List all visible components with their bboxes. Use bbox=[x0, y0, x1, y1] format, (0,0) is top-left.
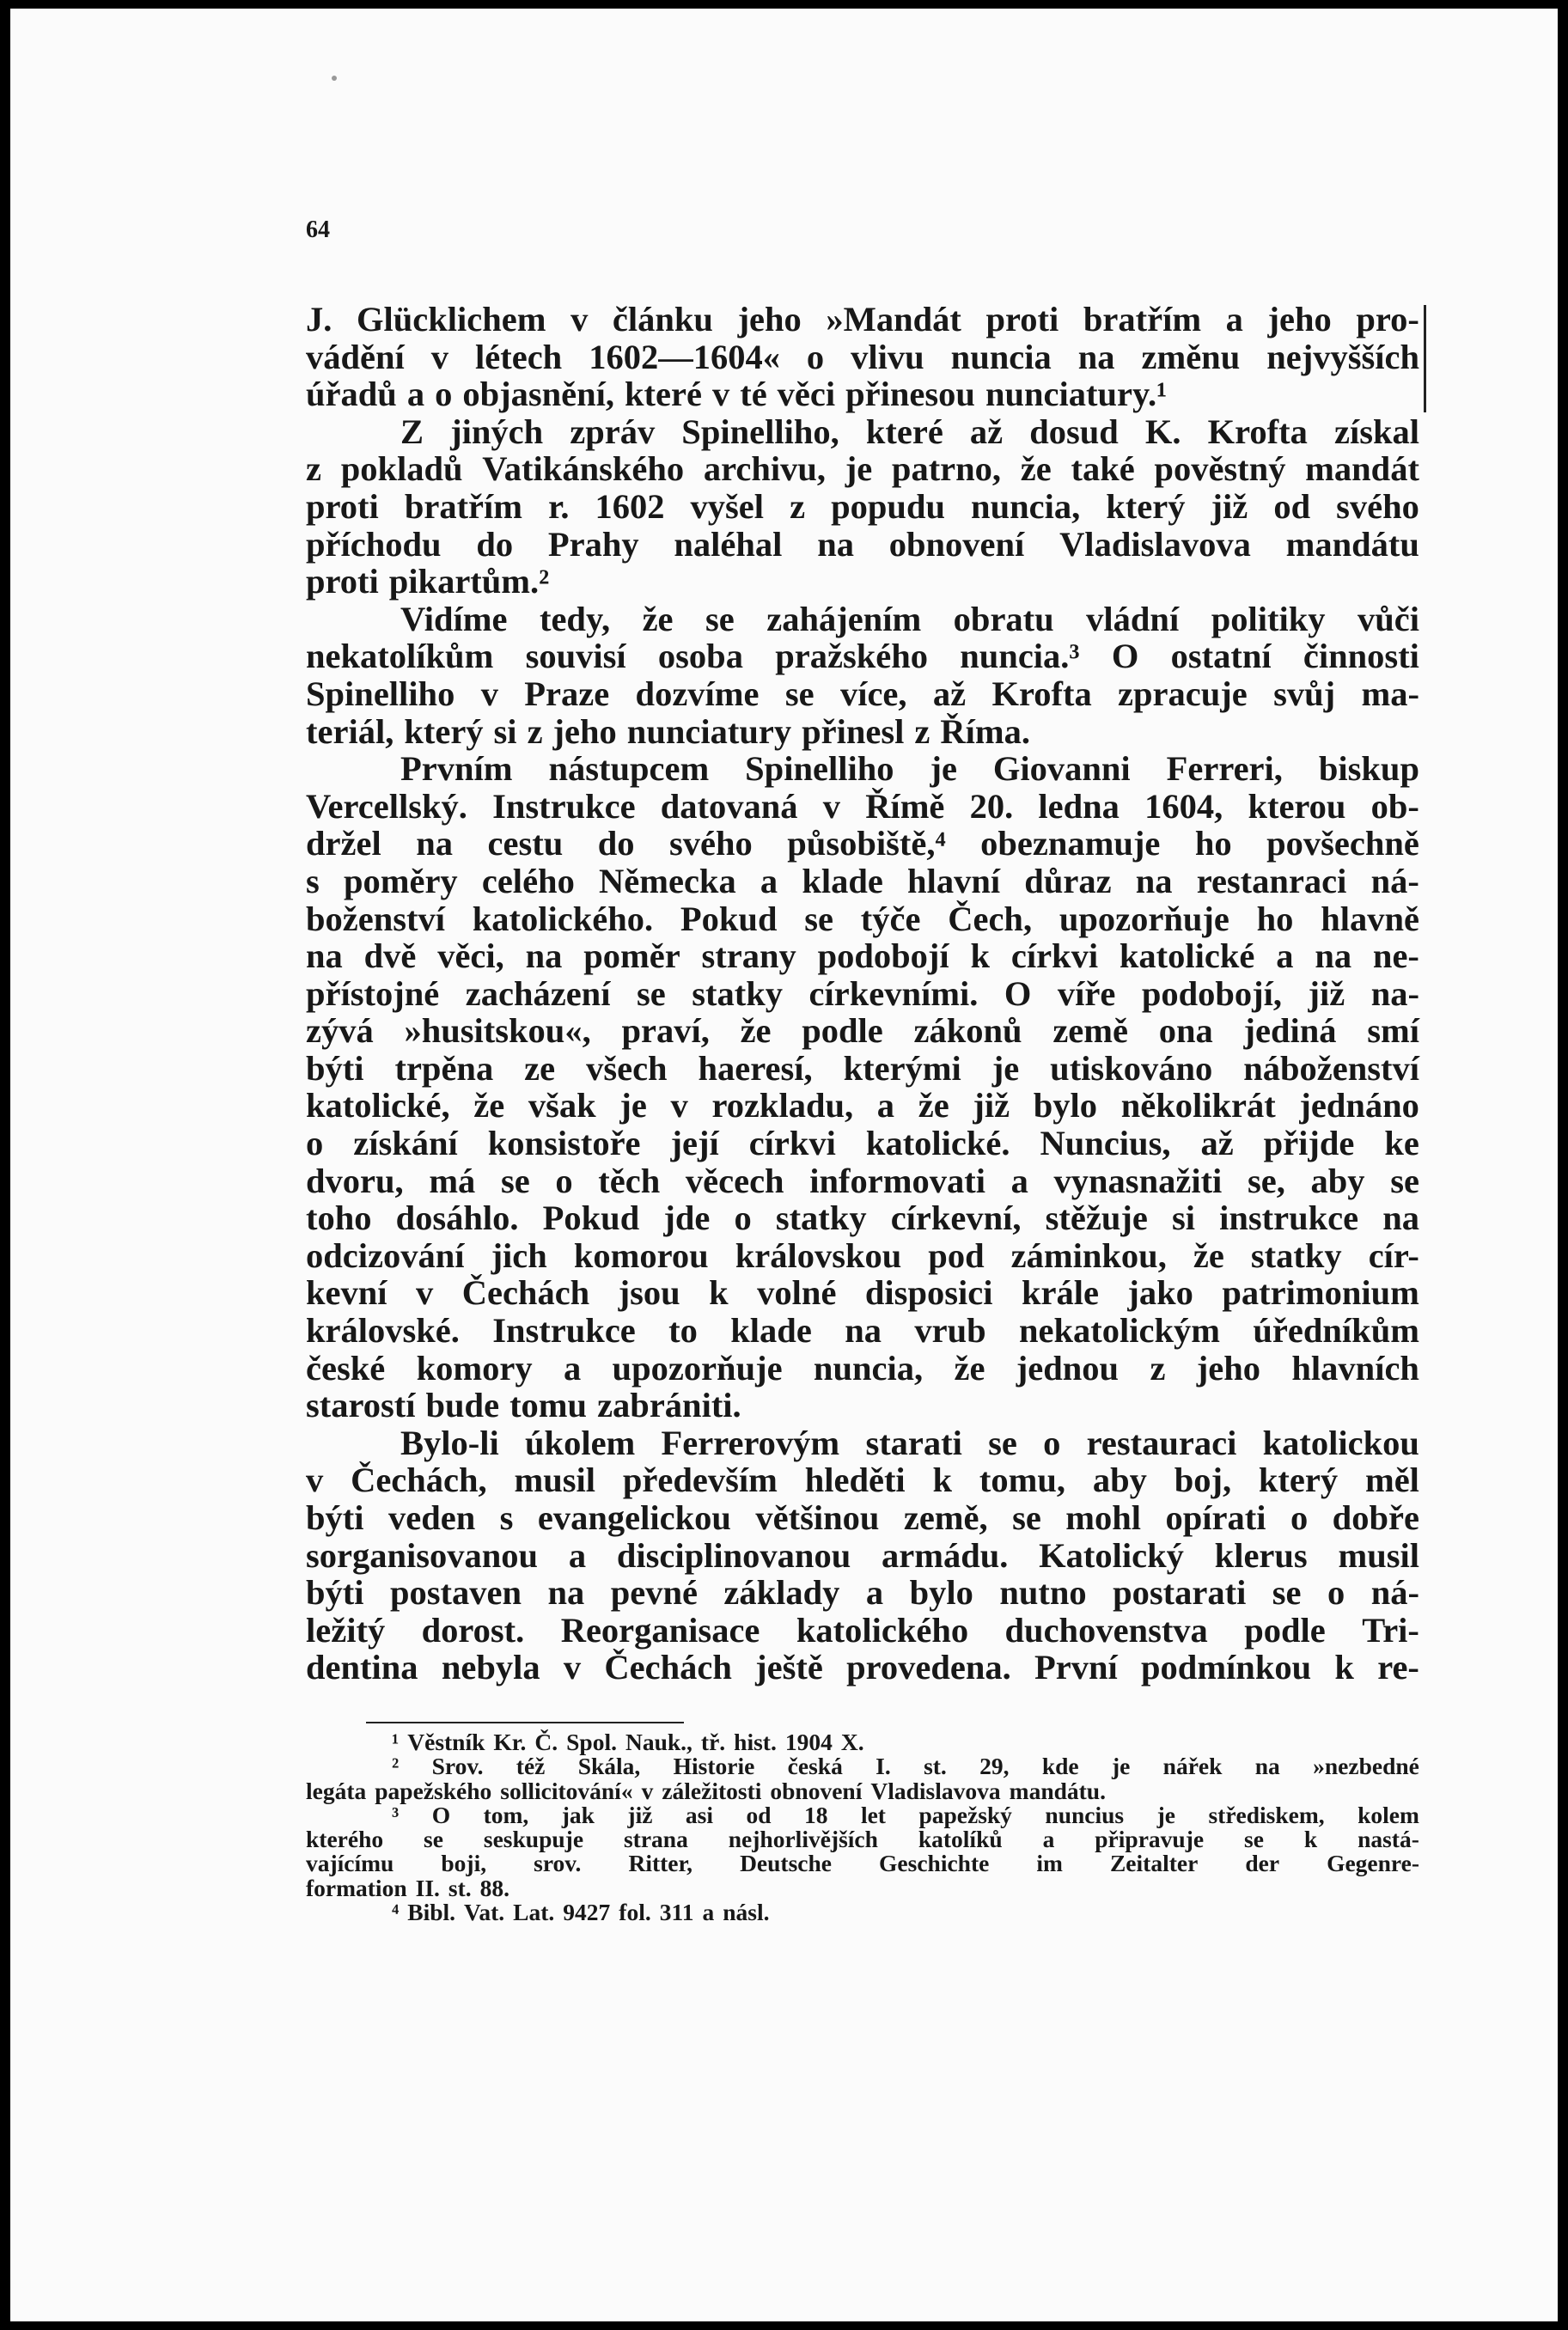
text-line: Spinelliho v Praze dozvíme se více, až Krofta zpracuje svůj ma- bbox=[306, 674, 1419, 713]
footnote-line: formation II. st. 88. bbox=[306, 1874, 510, 1901]
text-line: zývá »husitskou«, praví, že podle zákonů země ona jediná smí bbox=[306, 1011, 1419, 1051]
text-line: české komory a upozorňuje nuncia, že jednou z jeho hlavních bbox=[306, 1348, 1419, 1388]
text-line: proti pikartům.² bbox=[306, 562, 550, 601]
text-line: teriál, který si z jeho nunciatury přinesl z Říma. bbox=[306, 711, 1030, 751]
scan-speck bbox=[332, 76, 337, 81]
text-line: v Čechách, musil především hleděti k tomu, aby boj, který měl bbox=[306, 1461, 1419, 1500]
text-line: dentina nebyla v Čechách ještě provedena. První podmínkou k re- bbox=[306, 1648, 1419, 1687]
text-line: Prvním nástupcem Spinelliho je Giovanni Ferreri, biskup bbox=[400, 749, 1419, 789]
text-line: přístojné zacházení se statky církevními. O víře podobojí, již na- bbox=[306, 973, 1419, 1013]
footnote-line: ³ O tom, jak již asi od 18 let papežský nuncius je střediskem, kolem bbox=[392, 1801, 1419, 1828]
text-line: o získání konsistoře její církvi katolické. Nuncius, až přijde ke bbox=[306, 1124, 1419, 1163]
text-line: býti trpěna ze všech haeresí, kterými je utiskováno náboženství bbox=[306, 1048, 1419, 1088]
footnote-line: ¹ Věstník Kr. Č. Spol. Nauk., tř. hist. 1904 X. bbox=[392, 1729, 864, 1755]
margin-mark bbox=[1424, 305, 1426, 412]
text-line: příchodu do Prahy naléhal na obnovení Vladislavova mandátu bbox=[306, 524, 1419, 564]
footnotes bbox=[306, 1730, 1419, 1924]
text-line: Vercellský. Instrukce datovaná v Římě 20. ledna 1604, kterou ob- bbox=[306, 786, 1419, 826]
text-line: s poměry celého Německa a klade hlavní důraz na restanraci ná- bbox=[306, 861, 1419, 900]
text-line: býti veden s evangelickou většinou země, se mohl opírati o dobře bbox=[306, 1498, 1419, 1537]
text-line: sorganisovanou a disciplinovanou armádu. Katolický klerus musil bbox=[306, 1535, 1419, 1575]
footnote-line: kterého se seskupuje strana nejhorlivějších katolíků a připravuje se k nastá- bbox=[306, 1826, 1419, 1853]
text-line: držel na cestu do svého působiště,⁴ obeznamuje ho povšechně bbox=[306, 824, 1419, 863]
footnote-line: ² Srov. též Skála, Historie česká I. st. 29, kde je nářek na »nezbedné bbox=[392, 1753, 1419, 1780]
text-line: vádění v létech 1602—1604« o vlivu nuncia na změnu nejvyšších bbox=[306, 337, 1419, 376]
text-line: J. Glücklichem v článku jeho »Mandát proti bratřím a jeho pro- bbox=[306, 300, 1419, 339]
text-line: proti bratřím r. 1602 vyšel z popudu nuncia, který již od svého bbox=[306, 486, 1419, 526]
page-number: 64 bbox=[306, 217, 330, 243]
text-line: Z jiných zpráv Spinelliho, které až dosud K. Krofta získal bbox=[400, 412, 1419, 451]
text-line: nekatolíkům souvisí osoba pražského nuncia.³ O ostatní činnosti bbox=[306, 637, 1419, 676]
footnote-separator bbox=[366, 1722, 684, 1723]
footnote-line: vajícímu boji, srov. Ritter, Deutsche Geschichte im Zeitalter der Gegenre- bbox=[306, 1850, 1419, 1877]
footnote-line: legáta papežského sollicitování« v záležitosti obnovení Vladislavova mandátu. bbox=[306, 1777, 1106, 1804]
text-line: královské. Instrukce to klade na vrub nekatolickým úředníkům bbox=[306, 1311, 1419, 1351]
text-line: na dvě věci, na poměr strany podobojí k církvi katolické a na ne- bbox=[306, 936, 1419, 976]
text-line: odcizování jich komorou královskou pod záminkou, že statky cír- bbox=[306, 1235, 1419, 1275]
text-line: Vidíme tedy, že se zahájením obratu vládní politiky vůči bbox=[400, 599, 1419, 638]
footnote-line: ⁴ Bibl. Vat. Lat. 9427 fol. 311 a násl. bbox=[392, 1899, 770, 1926]
text-line: katolické, že však je v rozkladu, a že již bylo několikrát jednáno bbox=[306, 1086, 1419, 1125]
text-line: dvoru, má se o těch věcech informovati a vynasnažiti se, aby se bbox=[306, 1161, 1419, 1200]
body-text bbox=[306, 301, 1419, 1687]
text-line: ležitý dorost. Reorganisace katolického duchovenstva podle Tri- bbox=[306, 1610, 1419, 1650]
text-line: boženství katolického. Pokud se týče Čech, upozorňuje ho hlavně bbox=[306, 899, 1419, 938]
text-line: starostí bude tomu zabrániti. bbox=[306, 1386, 741, 1425]
text-line: úřadů a o objasnění, které v té věci přinesou nunciatury.¹ bbox=[306, 375, 1168, 414]
text-line: kevní v Čechách jsou k volné disposici krále jako patrimonium bbox=[306, 1273, 1419, 1313]
text-line: toho dosáhlo. Pokud jde o statky církevní, stěžuje si instrukce na bbox=[306, 1199, 1419, 1238]
text-line: Bylo-li úkolem Ferrerovým starati se o restauraci katolickou bbox=[400, 1423, 1419, 1462]
text-line: z pokladů Vatikánského archivu, je patrno, že také pověstný mandát bbox=[306, 449, 1419, 489]
text-line: býti postaven na pevné základy a bylo nutno postarati se o ná- bbox=[306, 1573, 1419, 1613]
document-page bbox=[10, 9, 1558, 2321]
